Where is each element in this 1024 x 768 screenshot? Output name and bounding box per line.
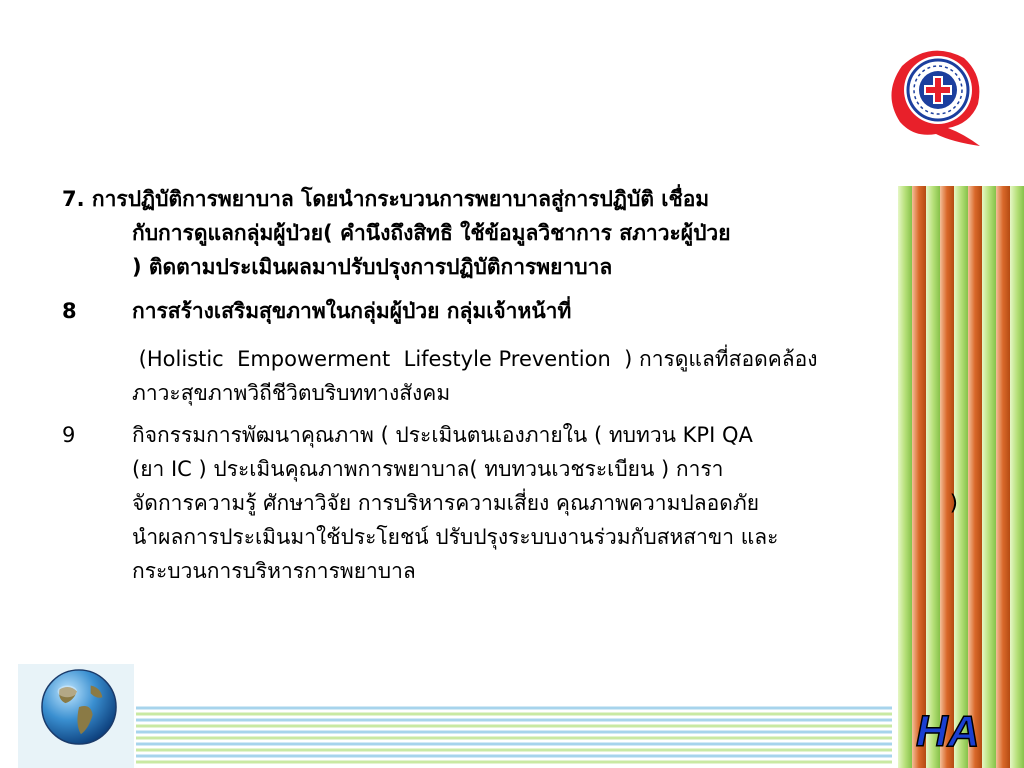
item-9-line-3: จัดการความรู้ ศักษาวิจัย การบริหารความเสี่ยง คุณภาพความปลอดภัย [132, 491, 760, 515]
item-8-line-1: การสร้างเสริมสุขภาพในกลุ่มผู้ป่วย กลุ่มเจ้าหน้าที่ [132, 299, 572, 323]
item-7-line-3: ) ติดตามประเมินผลมาปรับปรุงการปฏิบัติการพยาบาล [132, 255, 613, 279]
nursing-emblem-logo [880, 44, 990, 148]
item-9-line-2: (ยา IC ) ประเมินคุณภาพการพยาบาล( ทบทวนเวชระเบียน ) การา [132, 457, 724, 481]
item-8-detail [62, 342, 952, 410]
item-7-line-2: กับการดูแลกลุ่มผู้ป่วย( คำนึงถึงสิทธิ ใช้ข้อมูลวิชาการ สภาวะผู้ป่วย [132, 221, 731, 245]
list-item-8 [62, 294, 952, 328]
item-9-trailing-bracket: ) [949, 491, 958, 515]
globe-panel [18, 664, 134, 768]
item-9-number: 9 [62, 423, 76, 447]
item-9-line-1: กิจกรรมการพัฒนาคุณภาพ ( ประเมินตนเองภายใน ( ทบทวน KPI QA [132, 423, 753, 447]
item-8-detail-line-2: ภาวะสุขภาพวิถีชีวิตบริบททางสังคม [132, 381, 451, 405]
list-item-7 [62, 182, 952, 284]
item-7-line-1: การปฏิบัติการพยาบาล โดยนำกระบวนการพยาบาลสู่การปฏิบัติ เชื่อม [91, 187, 710, 211]
ha-logo-text: HA [916, 707, 980, 756]
decorative-horizontal-lines [136, 704, 892, 768]
globe-icon [40, 668, 118, 746]
item-9-line-4: นำผลการประเมินมาใช้ประโยชน์ ปรับปรุงระบบงานร่วมกับสหสาขา และ [132, 525, 779, 549]
item-7-number: 7. [62, 187, 85, 211]
list-item-9 [62, 418, 958, 588]
item-9-line-3-wrap [62, 486, 958, 520]
item-8-number: 8 [62, 299, 77, 323]
item-9-line-5: กระบวนการบริหารการพยาบาล [132, 559, 416, 583]
ha-logo [910, 706, 1016, 756]
slide-body [62, 182, 958, 588]
item-8-detail-line-1: (Holistic Empowerment Lifestyle Prevention ) การดูแลที่สอดคล้อง [132, 347, 818, 371]
